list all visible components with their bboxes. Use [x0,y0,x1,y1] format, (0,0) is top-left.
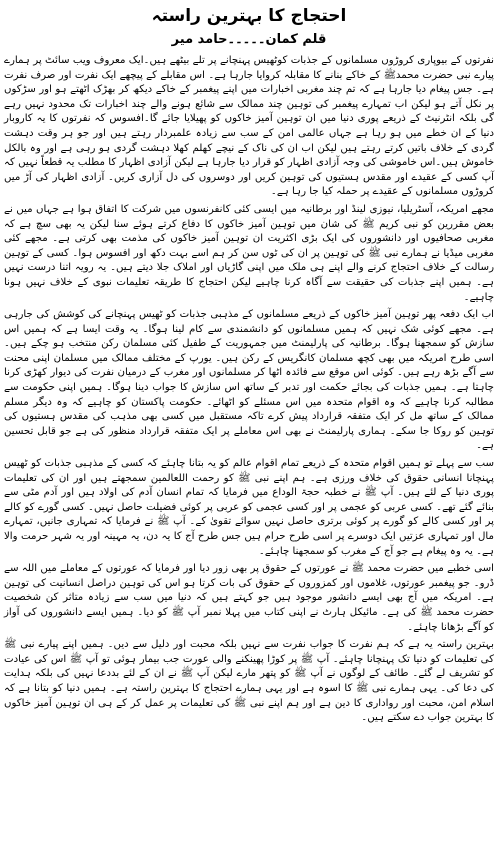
article-paragraph: بہترین راستہ یہ ہے کہ ہم نفرت کا جواب نفرت سے نہیں بلکہ محبت اور دلیل سے دیں۔ ہمیں اپنے پیارے نبی ﷺ کی تعلیمات کو دنیا تک پہنچانا چاہئے۔ آپ ﷺ پر کوڑا پھینکنے والی عورت جب بیمار ہوئی تو آپ ﷺ اس کی عیادت کو تشریف لے گئے۔ طائف کے لوگوں نے آپ ﷺ کو پتھر مارے لیکن آپ ﷺ نے ان کے لئے بددعا نہیں کی بلکہ ہدایت کی دعا کی۔ یہی ہمارے نبی ﷺ کا اسوہ ہے اور یہی ہمارے احتجاج کا بہترین راستہ ہے۔ ہمیں دنیا کو بتانا ہے کہ اسلام امن، محبت اور رواداری کا دین ہے اور ہم اپنے نبی ﷺ کی تعلیمات پر عمل کر کے ہی ان توہین آمیز خاکوں کا بہترین جواب دے سکتے ہیں۔ [4,639,494,724]
article-paragraph: اب ایک دفعہ پھر توہین آمیز خاکوں کے ذریعے مسلمانوں کے مذہبی جذبات کو ٹھیس پہنچانے کی کوشش کی جارہی ہے۔ مجھے کوئی شک نہیں کہ ہمیں مسلمانوں کو دانشمندی سے کام لینا ہوگا۔ یہ وقت ایسا ہے کہ ہمیں اس سازش کو سمجھنا ہوگا۔ برطانیہ کی پارلیمنٹ میں جمہوریت کے طفیل کئی مسلمان رکن منتخب ہو چکے ہیں۔ اسی طرح امریکہ میں بھی کچھ مسلمان کانگریس کے رکن ہیں۔ یورپ کے مختلف ممالک میں مسلمان اپنی محنت سے آگے بڑھ رہے ہیں۔ کوئی اس موقع سے فائدہ اٹھا کر مسلمانوں اور مغرب کے درمیان نفرت کی دیوار کھڑی کرنا چاہتا ہے۔ ہمیں جذبات کی بجائے حکمت اور تدبر کے ساتھ اس سازش کا جواب دینا ہوگا۔ ہمیں اپنی حکومت سے مطالبہ کرنا چاہیے کہ وہ اقوام متحدہ میں اس مسئلے کو اٹھائے۔ حکومت پاکستان کو چاہیے کہ وہ دیگر مسلم ممالک کے ساتھ مل کر ایک متفقہ قرارداد پیش کرے تاکہ مستقبل میں کسی بھی مذہب کی مقدس ہستیوں کی توہین کو روکا جا سکے۔ ہماری پارلیمنٹ نے بھی اس معاملے پر ایک متفقہ قرارداد منظور کی ہے جو قابل تحسین ہے۔ [4,309,494,452]
article-paragraph: نفرتوں کے بیوپاری کروڑوں مسلمانوں کے جذبات کوٹھیس پہنچانے پر تلے بیٹھے ہیں۔ایک معروف ویب سائٹ پر ہمارے پیارے نبی حضرت محمدﷺ کے خاکے بنانے کا مقابلہ کروایا جارہا ہے۔ اس مقابلے کے پیچھے ایک نفرت اور صرف نفرت ہے۔ جس پیغام دیا جارہا ہے کہ تم چند مغربی اخبارات میں اپنے پیغمبر کے خاکے دیکھ کر بھڑک اٹھتے ہو اور سڑکوں پر نکل آتے ہو لیکن اب تمہارے پیغمبر کی توہین چند ممالک سے شائع ہونے والے چند اخبارات تک محدود نہیں رہے گی بلکہ انٹرنیٹ کے ذریعے پوری دنیا میں ان توہین آمیز خاکوں کو پھیلایا جائے گا۔افسوس کہ نفرتوں کا یہ کاروبار دنیا کے ان خطے میں ہو رہا ہے جہاں عالمی امن کے سب سے زیادہ علمبردار رہتے ہیں اور جو ہر وقت دہشت گردی کے خلاف باتیں کرتے رہتے ہیں لیکن اب ان کی ناک کے نیچے کھلم کھلا دہشت گردی ہو رہی ہے اور وہ بالکل خاموش ہیں۔اس خاموشی کی وجہ آزادی اظہار کو قرار دیا جارہا ہے لیکن آزادی اظہار کا مطلب یہ قطعاً نہیں کہ آپ کسی کے عقیدے اور مقدس ہستیوں کی توہین کریں اور دوسروں کی دل آزاری کریں۔ آزادی اظہار کی آڑ میں کروڑوں مسلمانوں کے عقیدے پر حملہ کیا جا رہا ہے۔ [4,55,494,198]
article-byline: قلم کمان۔۔۔۔۔حامد میر [171,32,327,47]
article-paragraph: مجھے امریکہ، آسٹریلیا، نیوزی لینڈ اور برطانیہ میں ایسی کئی کانفرنسوں میں شرکت کا اتفاق ہوا ہے جہاں میں نے بعض مقررین کو نبی کریم ﷺ کی شان میں توہین آمیز خاکوں کا دفاع کرتے ہوئے سنا لیکن یہ بھی سچ ہے کہ مغربی صحافیوں اور دانشوروں کی ایک بڑی اکثریت ان توہین آمیز خاکوں کی مذمت بھی کرتی ہے۔ مجھے کئی مغربی میڈیا نے ہمارے نبی ﷺ کی توہین پر ان کی ٹوں سن کر ہم اسے بہت دکھ اور افسوس ہوا۔ کسی کے توہین رسالت کے خلاف احتجاج کرنے والے اپنے ہی ملک میں اپنی گاڑیاں اور املاک جلا دیتے ہیں۔ یہ رویہ اتنا درست نہیں ہے۔ ہمیں اپنے جذبات کی حقیقت سے آگاہ کرنا چاہیے لیکن احتجاج کا طریقہ تعلیمات نبوی کے خلاف نہیں ہونا چاہیے۔ [4,203,494,303]
article-title: احتجاج کا بہترین راستہ [151,6,347,26]
article-paragraph: اسی خطبے میں حضرت محمد ﷺ نے عورتوں کے حقوق پر بھی زور دیا اور فرمایا کہ عورتوں کے معاملے میں اللہ سے ڈرو۔ جو پیغمبر عورتوں، غلاموں اور کمزوروں کے حقوق کی بات کرتا ہو اس کی توہین دراصل انسانیت کی توہین ہے۔ امریکہ میں آج بھی ایسے دانشور موجود ہیں جو کہتے ہیں کہ دنیا میں سب سے زیادہ متاثر کن شخصیت حضرت محمد ﷺ کی ہے۔ مائیکل ہارٹ نے اپنی کتاب میں پہلا نمبر آپ ﷺ کو دیا۔ ہمیں ایسے دانشوروں کی آواز کو آگے بڑھانا چاہئے۔ [4,563,494,633]
article-body [4,54,494,726]
article-paragraph: سب سے پہلے تو ہمیں اقوام متحدہ کے ذریعے تمام اقوام عالم کو یہ بتانا چاہئے کہ کسی کے مذہبی جذبات کو ٹھیس پہنچانا انسانی حقوق کی خلاف ورزی ہے۔ ہم اپنے نبی ﷺ کو رحمت اللعالمین سمجھتے ہیں اور ان کی تعلیمات پوری دنیا کے لئے ہیں۔ آپ ﷺ نے خطبہ حجۃ الوداع میں فرمایا کہ تمام انسان آدم کی اولاد ہیں اور آدم مٹی سے بنائے گئے تھے۔ کسی عربی کو عجمی پر اور کسی عجمی کو عربی پر کوئی فضیلت حاصل نہیں۔ کسی گورے کو کالے پر اور کسی کالے کو گورے پر کوئی برتری حاصل نہیں سوائے تقویٰ کے۔ آپ ﷺ نے فرمایا کہ تمہاری جانیں، تمہارے مال اور تمہاری عزتیں ایک دوسرے پر اسی طرح حرام ہیں جس طرح آج کا یہ دن، یہ مہینہ اور یہ شہر حرمت والا ہے۔ یہ وہ پیغام ہے جو آج کے مغرب کو سمجھنا چاہئے۔ [4,458,494,557]
